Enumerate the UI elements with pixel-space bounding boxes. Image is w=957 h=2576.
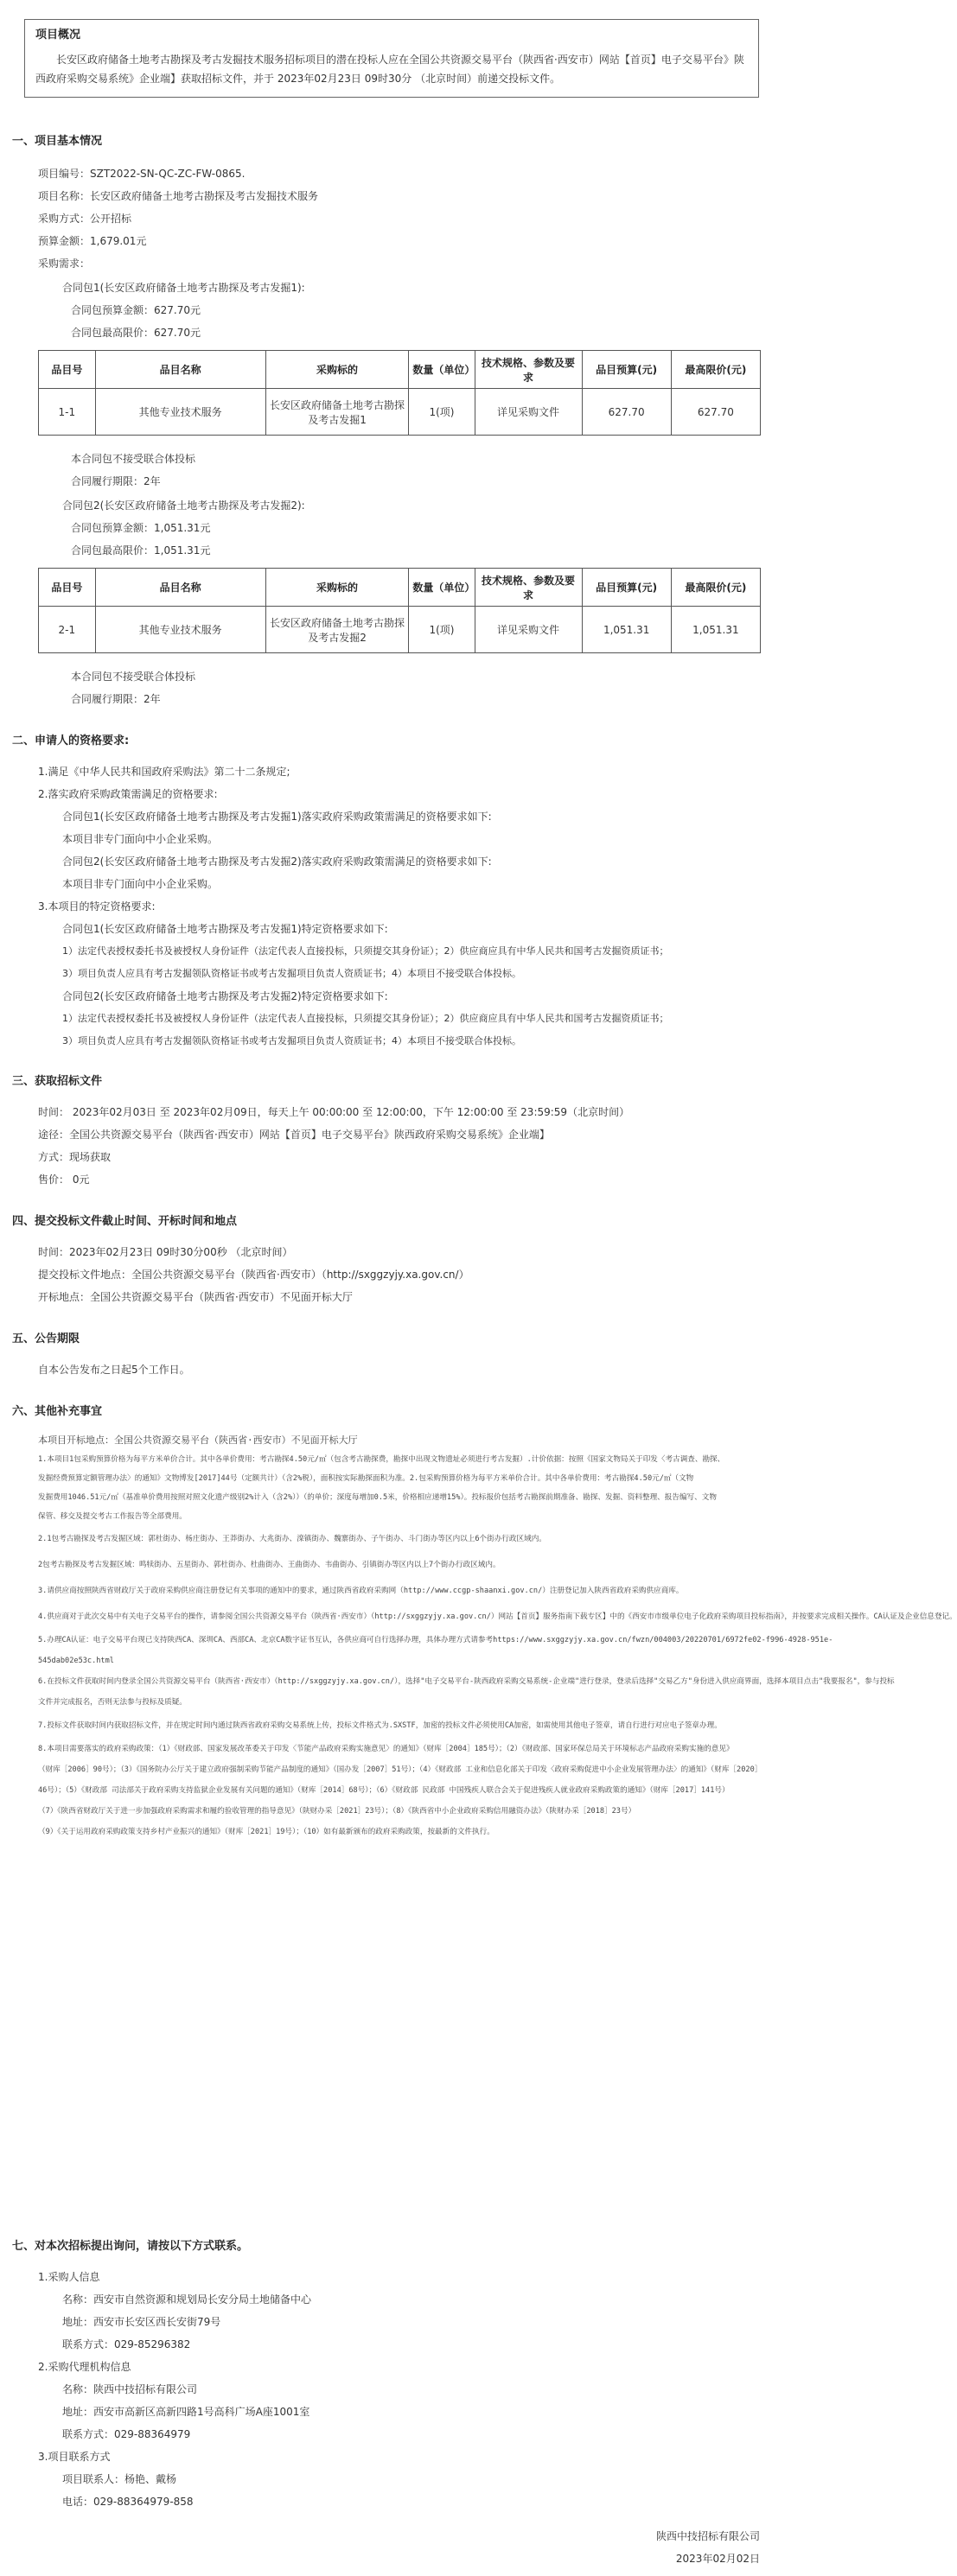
header-item-name: 品目名称 [95, 351, 265, 389]
supplementary-line: 2包考古勘探及考古发掘区域：鸣犊街办、五星街办、郭杜街办、杜曲街办、王曲街办、韦曲街办、引镇街办等区内以上7个街办行政区域内。 [38, 1561, 501, 1569]
cell-max-price: 1,051.31 [671, 607, 760, 653]
contact-person: 项目联系人：杨艳、戴杨 [62, 2473, 177, 2485]
qualification-line-1: 1.满足《中华人民共和国政府采购法》第二十二条规定; [38, 766, 290, 778]
obtain-price: 售价： 0元 [38, 1174, 90, 1186]
section-6-title: 六、其他补充事宜 [12, 1405, 103, 1418]
supplementary-line: 545dab02e53c.html [38, 1657, 114, 1665]
project-name: 项目名称：长安区政府储备土地考古勘探及考古发掘技术服务 [38, 190, 319, 202]
package2-title: 合同包2(长安区政府储备土地考古勘探及考古发掘2): [62, 499, 305, 512]
qualification-line-5: 合同包2(长安区政府储备土地考古勘探及考古发掘2)落实政府采购政策需满足的资格要求如下: [62, 855, 492, 868]
deadline-time: 时间：2023年02月23日 09时30分00秒 （北京时间） [38, 1246, 293, 1258]
obtain-time: 时间： 2023年02月03日 至 2023年02月09日，每天上午 00:00:00 至 12:00:00，下午 12:00:00 至 23:59:59（北京时间） [38, 1106, 630, 1118]
section-4-title: 四、提交投标文件截止时间、开标时间和地点 [12, 1215, 238, 1228]
cell-quantity: 1(项) [409, 607, 475, 653]
header-target: 采购标的 [265, 569, 409, 607]
package2-max-price: 合同包最高限价：1,051.31元 [71, 544, 211, 557]
supplementary-line: 发掘经费预算定额管理办法〉的通知》文物博发[2017]44号（定额共计）（含2%税），面积按实际勘探面积为准。2.包采购预算价格为每平方米单价合计。其中各单价费用：考古勘探4.50元/㎡（文物 [38, 1474, 694, 1483]
header-budget: 品目预算(元) [582, 569, 671, 607]
cell-max-price: 627.70 [671, 389, 760, 436]
agent-name: 名称：陕西中技招标有限公司 [62, 2383, 198, 2395]
header-specs: 技术规格、参数及要求 [475, 569, 582, 607]
cell-target: 长安区政府储备土地考古勘探及考古发掘1 [265, 389, 409, 436]
header-budget: 品目预算(元) [582, 351, 671, 389]
cell-item-name: 其他专业技术服务 [95, 607, 265, 653]
qualification-line-10: 3）项目负责人应具有考古发掘领队资格证书或考古发掘项目负责人资质证书；4）本项目不接受联合体投标。 [62, 968, 521, 979]
supplementary-line: 8.本项目需要落实的政府采购政策：（1）《财政部、国家发展改革委关于印发〈节能产品政府采购实施意见〉的通知》（财库［2004］185号）；（2）《财政部、国家环保总局关于环境标志产品政府采购实施的意见》 [38, 1745, 734, 1753]
buyer-label: 1.采购人信息 [38, 2271, 100, 2283]
procurement-requirement: 采购需求： [38, 258, 91, 270]
cell-specs: 详见采购文件 [475, 607, 582, 653]
overview-title: 项目概况 [35, 29, 81, 41]
contact-phone: 电话：029-88364979-858 [62, 2496, 194, 2508]
cell-specs: 详见采购文件 [475, 389, 582, 436]
buyer-address: 地址：西安市长安区西长安街79号 [62, 2316, 221, 2328]
table-row [39, 389, 761, 436]
qualification-line-11: 合同包2(长安区政府储备土地考古勘探及考古发掘2)特定资格要求如下: [62, 990, 388, 1002]
buyer-phone: 联系方式：029-85296382 [62, 2338, 191, 2350]
qualification-line-9: 1）法定代表授权委托书及被授权人身份证件（法定代表人直接投标，只须提交其身份证）；2）供应商应具有中华人民共和国考古发掘资质证书； [62, 945, 669, 957]
supplementary-line: 发掘费用1046.51元/㎡（基准单价费用按照对照文化遗产级别2%计入（含2%））（的单价；深度每增加0.5米，价格相应递增15%）。投标报价包括考古勘探前期准备、勘探、发掘、资料整理、报告编写、文物 [38, 1493, 717, 1502]
agent-address: 地址：西安市高新区高新四路1号高科广场A座1001室 [62, 2406, 310, 2418]
supplementary-line: 7.投标文件获取时间内获取招标文件，并在规定时间内通过陕西省政府采购交易系统上传，投标文件格式为.SXSTF，加密的投标文件必须使用CA加密，如需使用其他电子签章，请自行进行对应电子签章办理。 [38, 1721, 722, 1730]
package1-max-price: 合同包最高限价：627.70元 [71, 327, 201, 339]
package1-table [38, 350, 761, 436]
qualification-line-3: 合同包1(长安区政府储备土地考古勘探及考古发掘1)落实政府采购政策需满足的资格要求如下: [62, 811, 492, 823]
header-item-no: 品目号 [39, 569, 96, 607]
section-5-title: 五、公告期限 [12, 1333, 80, 1345]
cell-quantity: 1(项) [409, 389, 475, 436]
supplementary-line: 5.办理CA认证：电子交易平台现已支持陕西CA、深圳CA、西部CA、北京CA数字证书互认，各供应商可自行选择办理，具体办理方式请参考https://www.sxggzyjy.xa.gov.cn/fwzn/004003/20220701/6972fe02-f996-4928-951e- [38, 1636, 833, 1644]
qualification-line-7: 3.本项目的特定资格要求: [38, 900, 156, 913]
supplementary-line: 4.供应商对于此次交易中有关电子交易平台的操作，请参阅全国公共资源交易平台（陕西省·西安市）（http://sxggzyjy.xa.gov.cn/）网站【首页】服务指南下载专区】中的《西安市市级单位电子化政府采购项目投标指南》，并按要求完成相关操作。CA认证及企业信息登记。 [38, 1612, 957, 1621]
table-header-row [39, 351, 761, 389]
package1-term: 合同履行期限：2年 [71, 475, 161, 487]
header-quantity: 数量（单位） [409, 569, 475, 607]
table-header-row [39, 569, 761, 607]
header-target: 采购标的 [265, 351, 409, 389]
overview-text: 长安区政府储备土地考古勘探及考古发掘技术服务招标项目的潜在投标人应在全国公共资源交易平台（陕西省·西安市）网站【首页】电子交易平台》陕西政府采购交易系统》企业端】获取招标文件，并于 2023年02月23日 09时30分 （北京时间）前递交投标文件。 [35, 54, 744, 85]
supplementary-line: 保管、移交及提交考古工作报告等全部费用。 [38, 1512, 187, 1521]
header-quantity: 数量（单位） [409, 351, 475, 389]
opening-place: 开标地点：全国公共资源交易平台（陕西省·西安市）不见面开标大厅 [38, 1291, 353, 1303]
qualification-line-13: 3）项目负责人应具有考古发掘领队资格证书或考古发掘项目负责人资质证书；4）本项目不接受联合体投标。 [62, 1035, 521, 1046]
section-2-title: 二、申请人的资格要求: [12, 735, 130, 747]
footer-date: 2023年02月02日 [675, 2553, 760, 2565]
supplementary-line: 文件并完成报名，否则无法参与投标及质疑。 [38, 1698, 187, 1707]
supplementary-line: （财库［2006］90号）；（3）《国务院办公厅关于建立政府强制采购节能产品制度的通知》（国办发［2007］51号）；（4）《财政部 工业和信息化部关于印发〈政府采购促进中小企业发展管理办法〉的通知》（财库［2020］ [38, 1765, 762, 1774]
footer-company: 陕西中技招标有限公司 [655, 2530, 760, 2542]
supplementary-line: （7）《陕西省财政厅关于进一步加强政府采购需求和履约验收管理的指导意见》（陕财办采［2021］23号）；（8）《陕西省中小企业政府采购信用融资办法》（陕财办采［2018］23号） [38, 1807, 636, 1816]
package2-table [38, 568, 761, 653]
cell-budget: 627.70 [582, 389, 671, 436]
qualification-line-6: 本项目非专门面向中小企业采购。 [62, 878, 219, 890]
contact-label: 3.项目联系方式 [38, 2451, 111, 2463]
budget-amount: 预算金额：1,679.01元 [38, 235, 147, 247]
supplementary-line: 46号）；（5）《财政部 司法部关于政府采购支持监狱企业发展有关问题的通知》（财库［2014］68号）；（6）《财政部 民政部 中国残疾人联合会关于促进残疾人就业政府采购政策的通知》（财库［2017］141号） [38, 1786, 730, 1795]
buyer-name: 名称：西安市自然资源和规划局长安分局土地储备中心 [62, 2293, 312, 2306]
agent-label: 2.采购代理机构信息 [38, 2361, 131, 2373]
submission-place: 提交投标文件地点：全国公共资源交易平台（陕西省·西安市）（http://sxggzyjy.xa.gov.cn/） [38, 1269, 469, 1281]
package2-budget: 合同包预算金额：1,051.31元 [71, 522, 211, 534]
agent-phone: 联系方式：029-88364979 [62, 2428, 191, 2440]
table-row [39, 607, 761, 653]
qualification-line-2: 2.落实政府采购政策需满足的资格要求: [38, 788, 218, 800]
procurement-method: 采购方式：公开招标 [38, 213, 132, 225]
project-number: 项目编号：SZT2022-SN-QC-ZC-FW-0865. [38, 168, 246, 180]
package1-consortium-note: 本合同包不接受联合体投标 [71, 453, 196, 465]
cell-item-no: 1-1 [39, 389, 96, 436]
supplementary-text [38, 1431, 957, 1842]
supplementary-line: 1.本项目1包采购预算价格为每平方米单价合计。其中各单价费用：考古勘探4.50元/㎡（包含考古勘探费，勘探中出现文物遗址必须进行考古发掘）.计价依据：按照《国家文物局关于印发〈考古调查、勘探、 [38, 1455, 725, 1464]
cell-item-no: 2-1 [39, 607, 96, 653]
package2-term: 合同履行期限：2年 [71, 693, 161, 705]
header-item-no: 品目号 [39, 351, 96, 389]
supplementary-line: 3.请供应商按照陕西省财政厅关于政府采购供应商注册登记有关事项的通知中的要求，通过陕西省政府采购网（http://www.ccgp-shaanxi.gov.cn/）注册登记加入陕西省政府采购供应商库。 [38, 1587, 684, 1595]
header-max-price: 最高限价(元) [671, 569, 760, 607]
overview-box [24, 19, 759, 98]
supplementary-line: 6.在投标文件获取时间内登录全国公共资源交易平台（陕西省·西安市）（http://sxggzyjy.xa.gov.cn/），选择"电子交易平台-陕西政府采购交易系统-企业端"进行登录，登录后选择"交易乙方"身份进入供应商界面，选择本项目点击"我要报名"，参与投标 [38, 1677, 895, 1686]
supplementary-line: 本项目开标地点：全国公共资源交易平台（陕西省·西安市）不见面开标大厅 [38, 1434, 358, 1446]
qualification-line-12: 1）法定代表授权委托书及被授权人身份证件（法定代表人直接投标，只须提交其身份证）；2）供应商应具有中华人民共和国考古发掘资质证书； [62, 1013, 669, 1024]
qualification-line-4: 本项目非专门面向中小企业采购。 [62, 833, 219, 845]
header-item-name: 品目名称 [95, 569, 265, 607]
notice-period: 自本公告发布之日起5个工作日。 [38, 1364, 190, 1376]
obtain-method: 方式：现场获取 [38, 1151, 112, 1163]
package1-title: 合同包1(长安区政府储备土地考古勘探及考古发掘1): [62, 282, 305, 294]
section-3-title: 三、获取招标文件 [12, 1075, 103, 1088]
cell-item-name: 其他专业技术服务 [95, 389, 265, 436]
obtain-way: 途径：全国公共资源交易平台（陕西省·西安市）网站【首页】电子交易平台》陕西政府采购交易系统》企业端】 [38, 1129, 550, 1141]
section-1-title: 一、项目基本情况 [12, 135, 103, 148]
supplementary-line: （9）《关于运用政府采购政策支持乡村产业振兴的通知》（财库［2021］19号）；（10）如有最新颁布的政府采购政策，按最新的文件执行。 [38, 1828, 494, 1836]
header-max-price: 最高限价(元) [671, 351, 760, 389]
supplementary-line: 2.1包考古勘探及考古发掘区域：郭杜街办、杨庄街办、王莽街办、大兆街办、滦镇街办、魏寨街办、子午街办、斗门街办等区内以上6个街办行政区域内。 [38, 1535, 546, 1543]
package2-consortium-note: 本合同包不接受联合体投标 [71, 671, 196, 683]
package1-budget: 合同包预算金额：627.70元 [71, 304, 201, 316]
header-specs: 技术规格、参数及要求 [475, 351, 582, 389]
cell-target: 长安区政府储备土地考古勘探及考古发掘2 [265, 607, 409, 653]
cell-budget: 1,051.31 [582, 607, 671, 653]
section-7-title: 七、对本次招标提出询问，请按以下方式联系。 [12, 2240, 249, 2253]
qualification-line-8: 合同包1(长安区政府储备土地考古勘探及考古发掘1)特定资格要求如下: [62, 923, 388, 935]
